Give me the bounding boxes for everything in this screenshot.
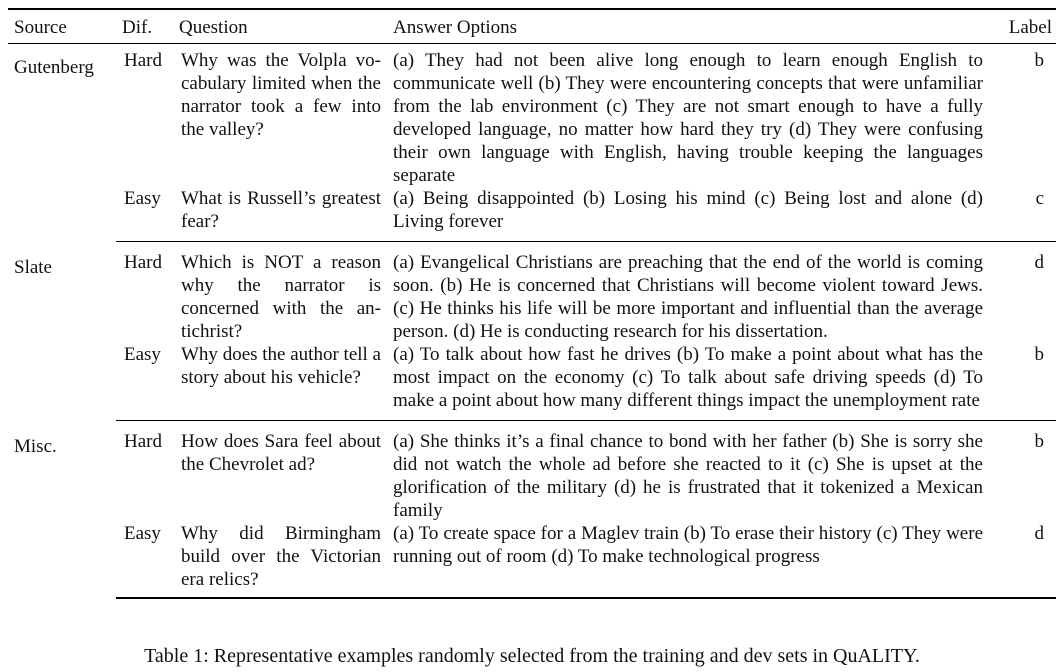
question-cell: Which is NOT a reason why the narrator is concerned with the antichrist? [181,252,381,342]
label-cell: c [993,187,1056,242]
source-cell: Slate [14,256,52,278]
answer-options-cell: (a) Being disappointed (b) Losing his mind (c) Being lost and alone (d) Living forever [387,187,993,242]
question-cell: How does Sara feel about the Chevrolet ad? [181,431,381,475]
table-row [8,242,1056,344]
source-cell: Gutenberg [14,57,94,78]
source-cell: Misc. [14,435,57,457]
question-cell: Why did Birmingham build over the Victorian era relics? [173,522,387,598]
difficulty-cell: Hard [124,252,162,273]
difficulty-cell: Hard [124,431,162,452]
header-question: Question [173,9,387,44]
difficulty-cell: Easy [116,187,173,242]
examples-table [8,8,1056,599]
examples-table-container [8,8,1056,599]
header-source: Source [8,9,116,44]
table-row [8,343,1056,421]
table-row [8,187,1056,242]
question-cell: What is Russell’s greatest fear? [173,187,387,242]
answer-options-cell: (a) To talk about how fast he drives (b) To make a point about what has the most impact on the economy (c) To talk about safe driving speeds (d) To make a point about how many different things impact the unemployment rate [387,343,993,421]
header-label: Label [993,9,1056,44]
label-cell: b [993,343,1056,421]
answer-options-cell: (a) They had not been alive long enough to learn enough English to communicate well (b) They were encountering concepts that were unfamiliar from the lab environment (c) They are not smart enough to have a fully developed language, no matter how hard they try (d) They were confusing their own language with English, having trouble keeping the languages separate [393,50,983,186]
header-answer-options: Answer Options [387,9,993,44]
label-cell: d [993,522,1056,598]
difficulty-cell: Hard [124,50,162,71]
table-caption: Table 1: Representative examples randomly selected from the training and dev sets in QuALITY. [144,645,920,667]
label-cell: b [1034,431,1044,452]
difficulty-cell: Easy [116,343,173,421]
difficulty-cell: Easy [116,522,173,598]
table-header-row [8,9,1056,44]
header-difficulty: Dif. [116,9,173,44]
answer-options-cell: (a) Evangelical Christians are preaching that the end of the world is coming soon. (b) He is concerned that Christians will become violent toward Jews. (c) He thinks his life will be more important and influential than the average person. (d) He is conducting research for his dissertation. [393,252,983,342]
table-row [8,522,1056,598]
table-row [8,44,1056,188]
label-cell: b [1034,50,1044,71]
label-cell: d [1034,252,1044,273]
question-cell: Why does the author tell a story about his vehicle? [173,343,387,421]
table-row [8,421,1056,523]
question-cell: Why was the Volpla vocabulary limited when the narrator took a few into the valley? [181,50,381,140]
answer-options-cell: (a) She thinks it’s a final chance to bond with her father (b) She is sorry she did not watch the whole ad before she reacted to it (c) She is upset at the glorification of the military (d) he is frustrated that it tokenized a Mexican family [393,431,983,521]
answer-options-cell: (a) To create space for a Maglev train (b) To erase their history (c) They were running out of room (d) To make technological progress [387,522,993,598]
